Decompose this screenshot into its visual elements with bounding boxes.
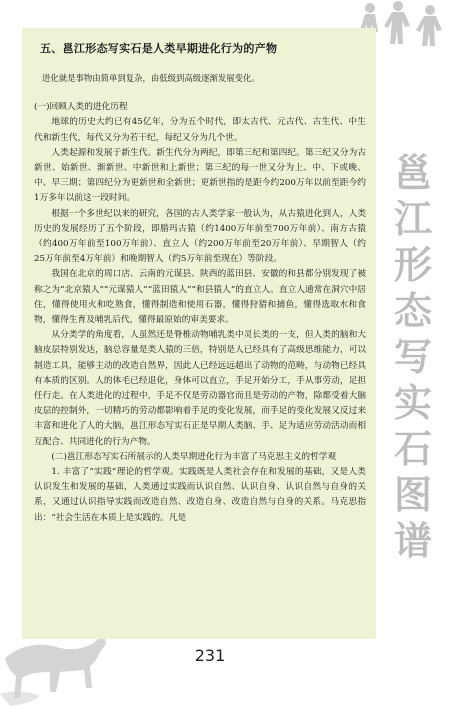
vertical-book-title bbox=[384, 150, 442, 564]
subsection-heading-1: (一)回顾人类的进化历程 bbox=[34, 102, 128, 113]
paragraph-5: 从分类学的角度看，人虽然还是脊椎动物哺乳类中灵长类的一支，但人类的脑和大脑皮层特别发达，脑总容量是类人猿的三倍，特别是人已经具有了高级思维能力，可以制造工具，能够主动的改造自然界，因此人已经远远超出了动物的范畴，与动物已经具有本质的区别。人的体毛已经退化，身体可以直立，手足开始分工，手从事劳动，足担任行走。在人类进化的过程中，手足不仅是劳动器官而且是劳动的产物，除都受着大脑皮层的控制外，一切精巧的劳动都影响着手足的变化发展，而手足的变化发展又反过来丰富和进化了人的大脑，邕江形态写实石正是早期人类脑、手、足为适应劳动活动而相互配合、共同进化的行为产物。 bbox=[34, 330, 366, 447]
paragraph-1: 地球的历史大约已有45亿年，分为五个时代，即太古代、元古代、古生代、中生代和新生代，每代又分为若干纪，每纪又分为几个世。 bbox=[34, 117, 366, 143]
side-title-char: 石 bbox=[393, 427, 432, 471]
side-title-char: 写 bbox=[393, 335, 432, 379]
section-intro: 进化就是事物由简单到复杂，由低级到高级逐渐发展变化。 bbox=[42, 73, 260, 83]
paragraph-3: 根据一个多世纪以来的研究，各国的古人类学家一般认为，从古猿进化到人，人类历史的发展经历了五个阶段，即腊玛古猿（约1400万年前至700万年前）、南方古猿（约400万年前至100万年前）、直立人（约200万年前至20万年前）、早期智人（约25万年前至4万年前）和晚期智人（约5万年前至现在）等阶段。 bbox=[34, 208, 366, 265]
main-text-column bbox=[34, 41, 366, 526]
subsection-heading-2: (二)邕江形态写实石所展示的人类早期进化行为丰富了马克思主义的哲学观 bbox=[51, 451, 337, 462]
side-title-char: 态 bbox=[393, 289, 432, 333]
page-number: 231 bbox=[194, 646, 226, 665]
section-title: 五、邕江形态写实石是人类早期进化行为的产物 bbox=[40, 42, 278, 55]
side-title-char: 图 bbox=[393, 473, 432, 517]
paragraph-4: 我国在北京的周口店、云南的元谋县、陕西的蓝田县、安徽的和县都分别发现了被称之为“北京猿人”“元谋猿人”“蓝田猿人”“和县猿人”的直立人。直立人通常在洞穴中居住，懂得使用火和吃熟食，懂得制造和使用石器，懂得狩猎和捕鱼，懂得选取水和食物，懂得生育及哺乳后代，懂得最原始的审美要求。 bbox=[34, 269, 366, 326]
side-title-char: 江 bbox=[393, 197, 432, 241]
side-title-char: 形 bbox=[393, 243, 432, 287]
side-title-char: 实 bbox=[393, 381, 432, 425]
side-title-char: 邕 bbox=[393, 151, 432, 195]
paragraph-6: 1. 丰富了“实践”理论的哲学观。实践既是人类社会存在和发展的基础，又是人类认识发生和发展的基础，人类通过实践而认识自然、认识自身、认识自然与自身的关系，又通过认识指导实践而改造自然、改造自身、改造自然与自身的关系。马克思指出：“社会生活在本质上是实践的。凡是 bbox=[34, 467, 366, 523]
paragraph-2: 人类起源和发展于新生代。新生代分为两纪，即第三纪和第四纪。第三纪又分为古新世、始新世、渐新世、中新世和上新世；第三纪的每一世又分为上、中、下或晚、中、早三期；第四纪分为更新世和全新世；更新世指的是距今约200万年以前至距今约1万多年以前这一段时间。 bbox=[34, 147, 366, 204]
side-title-char: 谱 bbox=[393, 519, 432, 563]
